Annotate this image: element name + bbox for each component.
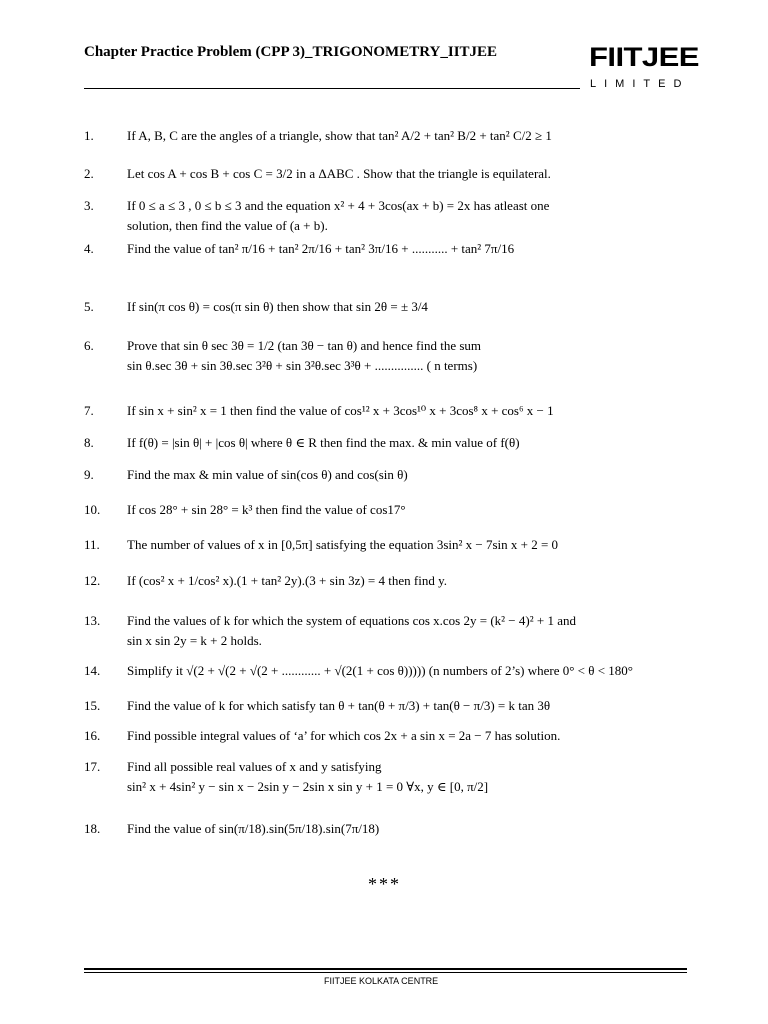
problem-text [127,197,681,237]
problem-text [127,466,681,486]
problem-number: 5. [84,299,94,314]
problem-text [127,337,681,377]
problem-number: 14. [84,663,101,678]
problem-line: Find all possible real values of x and y satisfying [127,759,382,774]
problem-line: The number of values of x in [0,5π] satisfying the equation 3sin² x − 7sin x + 2 = 0 [127,537,559,552]
problem-line: Find the values of k for which the system of equations cos x.cos 2y = (k² − 4)² + 1 and [127,613,576,628]
problem-text [127,434,681,454]
footer-text: FIITJEE KOLKATA CENTRE [324,976,439,986]
header-rule [84,88,580,89]
problem-text [127,572,681,592]
problem-text [127,727,681,747]
fiitjee-logo: FIITJEE [589,42,699,72]
problem-line: Find the value of tan² π/16 + tan² 2π/16 + tan² 3π/16 + ........... + tan² 7π/16 [127,241,515,256]
problem-number: 16. [84,728,101,743]
footer-rule-thin [84,972,687,973]
problem-text [127,536,681,556]
problem-text [127,165,681,185]
problem-number: 10. [84,502,101,517]
problem-text [127,240,681,260]
problem-text [127,612,681,652]
problem-line: Find the value of k for which satisfy tan θ + tan(θ + π/3) + tan(θ − π/3) = k tan 3θ [127,698,551,713]
problem-text [127,820,681,840]
problem-line: Prove that sin θ sec 3θ = 1/2 (tan 3θ − tan θ) and hence find the sum [127,338,482,353]
problem-line: If sin x + sin² x = 1 then find the value of cos¹² x + 3cos¹⁰ x + 3cos⁸ x + cos⁶ x − 1 [127,403,554,418]
problem-line: If 0 ≤ a ≤ 3 , 0 ≤ b ≤ 3 and the equation x² + 4 + 3cos(ax + b) = 2x has atleast one [127,198,550,213]
problem-number: 3. [84,198,94,213]
problem-text [127,127,681,147]
problem-text [127,298,681,318]
problem-number: 9. [84,467,94,482]
problem-line: Find possible integral values of ‘a’ for which cos 2x + a sin x = 2a − 7 has solution. [127,728,561,743]
problem-text [127,501,681,521]
problem-line: sin x sin 2y = k + 2 holds. [127,633,262,648]
problem-number: 4. [84,241,94,256]
problem-line: If cos 28° + sin 28° = k³ then find the value of cos17° [127,502,406,517]
problem-line: sin θ.sec 3θ + sin 3θ.sec 3²θ + sin 3²θ.sec 3³θ + ............... ( n terms) [127,358,478,373]
problem-text [127,697,681,717]
problem-line: Find the value of sin(π/18).sin(5π/18).sin(7π/18) [127,821,380,836]
problem-line: If sin(π cos θ) = cos(π sin θ) then show that sin 2θ = ± 3/4 [127,299,428,314]
problem-text [127,402,681,422]
problem-text [127,758,681,798]
problem-line: Simplify it √(2 + √(2 + √(2 + ............ + √(2(1 + cos θ))))) (n numbers of 2’s) where 0° < θ < 180° [127,663,633,678]
problem-number: 18. [84,821,101,836]
problem-line: sin² x + 4sin² y − sin x − 2sin y − 2sin x sin y + 1 = 0 ∀x, y ∈ [0, π/2] [127,779,489,794]
problem-number: 15. [84,698,101,713]
problem-number: 7. [84,403,94,418]
header-title: Chapter Practice Problem (CPP 3)_TRIGONOMETRY_IITJEE [84,44,498,60]
problem-line: If A, B, C are the angles of a triangle, show that tan² A/2 + tan² B/2 + tan² C/2 ≥ 1 [127,128,552,143]
problem-line: If (cos² x + 1/cos² x).(1 + tan² 2y).(3 + sin 3z) = 4 then find y. [127,573,447,588]
problem-number: 8. [84,435,94,450]
problem-line: If f(θ) = |sin θ| + |cos θ| where θ ∈ R then find the max. & min value of f(θ) [127,435,520,450]
problem-number: 1. [84,128,94,143]
problem-text [127,662,681,682]
problem-number: 13. [84,613,101,628]
end-marker: *** [368,874,401,894]
problem-line: Find the max & min value of sin(cos θ) and cos(sin θ) [127,467,408,482]
problem-line: Let cos A + cos B + cos C = 3/2 in a ΔABC . Show that the triangle is equilateral. [127,166,551,181]
problem-number: 17. [84,759,101,774]
problem-number: 12. [84,573,101,588]
logo-subtitle: LIMITED [590,78,690,90]
problem-number: 11. [84,537,100,552]
problem-number: 2. [84,166,94,181]
problem-number: 6. [84,338,94,353]
problem-line: solution, then find the value of (a + b). [127,218,328,233]
footer-rule [84,968,687,970]
